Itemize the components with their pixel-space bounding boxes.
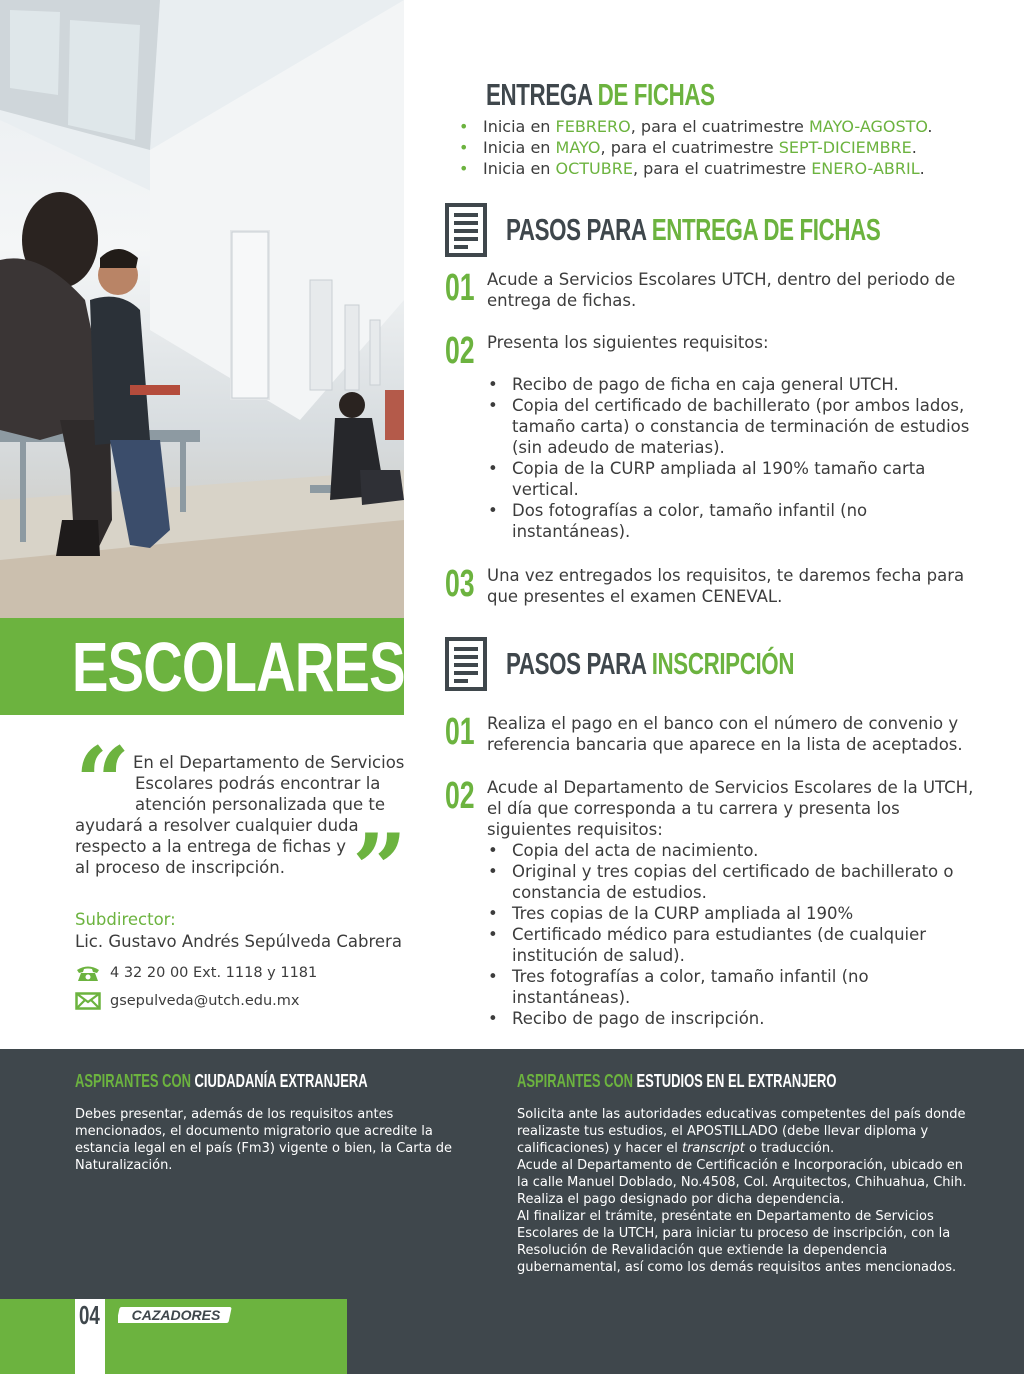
step-number: 02: [445, 330, 475, 372]
list-item: • Certificado médico para estudiantes (de cualquier institución de salud).: [487, 924, 973, 966]
step-text: Acude a Servicios Escolares UTCH, dentro del periodo de entrega de fichas.: [487, 270, 956, 310]
students-in-hallway-illustration: [0, 0, 404, 618]
envelope-icon: [75, 992, 101, 1010]
list-item: • Inicia en FEBRERO, para el cuatrimestre MAYO-AGOSTO.: [456, 116, 996, 137]
step-number: 02: [445, 775, 475, 817]
step-number: 03: [445, 563, 475, 605]
list-item: • Inicia en OCTUBRE, para el cuatrimestre ENERO-ABRIL.: [456, 158, 996, 179]
list-item: • Recibo de pago de inscripción.: [487, 1008, 973, 1029]
step-text: Realiza el pago en el banco con el número de convenio y referencia bancaria que aparece en la lista de aceptados.: [487, 714, 963, 754]
phone-icon: [75, 964, 101, 982]
pasos-inscripcion-title: PASOS PARA INSCRIPCIÓN: [506, 646, 795, 681]
quote-line: En el Departamento de Servicios: [133, 753, 405, 772]
list-item: • Tres fotografías a color, tamaño infantil (no instantáneas).: [487, 966, 973, 1008]
document-icon: [445, 637, 487, 691]
banner-title: ESCOLARES: [72, 628, 405, 706]
quote-line: ayudará a resolver cualquier duda: [75, 816, 359, 835]
brand-text: CAZADORES: [131, 1307, 221, 1323]
list-item: • Copia del certificado de bachillerato (por ambos lados, tamaño carta) o constancia de terminación de estudios (sin adeudo de materias).: [487, 395, 973, 458]
subdirector-label: Subdirector:: [75, 910, 176, 929]
quote-text: [75, 752, 405, 878]
quote-line: Escolares podrás encontrar la: [135, 774, 381, 793]
list-item: • Inicia en MAYO, para el cuatrimestre SEPT-DICIEMBRE.: [456, 137, 996, 158]
list-item: • Original y tres copias del certificado de bachillerato o constancia de estudios.: [487, 861, 973, 903]
quote-line: atención personalizada que te: [135, 795, 386, 814]
email-row: [75, 990, 299, 1012]
close-quote-icon: ”: [352, 813, 408, 926]
list-item: • Dos fotografías a color, tamaño infantil (no instantáneas).: [487, 500, 973, 542]
pasos-fichas-title: PASOS PARA ENTREGA DE FICHAS: [506, 212, 881, 247]
list-item: • Copia del acta de nacimiento.: [487, 840, 973, 861]
step-text: Una vez entregados los requisitos, te daremos fecha para que presentes el examen CENEVAL.: [487, 566, 965, 606]
cazadores-logo: [118, 1306, 234, 1324]
step-text: Presenta los siguientes requisitos:: [487, 333, 769, 352]
subdirector-name: Lic. Gustavo Andrés Sepúlveda Cabrera: [75, 932, 402, 951]
phone-number: 4 32 20 00 Ext. 1118 y 1181: [110, 965, 318, 981]
quote-line: respecto a la entrega de fichas y: [75, 837, 346, 856]
list-item: • Recibo de pago de ficha en caja general UTCH.: [487, 374, 973, 395]
step-number: 01: [445, 267, 475, 309]
list-item: • Copia de la CURP ampliada al 190% tamaño carta vertical.: [487, 458, 973, 500]
hallway-photo: [0, 0, 404, 618]
step-number: 01: [445, 711, 475, 753]
document-icon: [445, 203, 487, 257]
email-address[interactable]: gsepulveda@utch.edu.mx: [110, 993, 300, 1009]
inscripcion-requirements-list: [487, 840, 973, 1029]
quote-line: al proceso de inscripción.: [75, 858, 285, 877]
list-item: • Tres copias de la CURP ampliada al 190%: [487, 903, 973, 924]
estudios-text: Solicita ante las autoridades educativas competentes del país donde realizaste tus estudios, el APOSTILLADO (debe llevar diploma y calificaciones) y hacer el transcript o traducción. Acude al Departamento de Certificación e Incorporación, ubicado en la calle Manuel Doblado, No.4508, Col. Arquitectos, Chihuahua, Chih. Realiza el pago designado por dicha dependencia. Al finalizar el trámite, preséntate en Departamento de Servicios Escolares de la UTCH, para iniciar tu proceso de inscripción, con la Resolución de Revalidación que extiende la dependencia gubernamental, así como los demás requisitos antes mencionados.: [517, 1107, 967, 1275]
entrega-periods-list: [456, 116, 996, 179]
extranjera-title: ASPIRANTES CON CIUDADANÍA EXTRANJERA: [75, 1071, 368, 1091]
page-number: 04: [79, 1300, 100, 1330]
entrega-title: ENTREGA DE FICHAS: [486, 77, 715, 112]
step-text: Acude al Departamento de Servicios Escolares de la UTCH, el día que corresponda a tu carrera y presenta los siguientes requisitos:: [487, 778, 974, 839]
estudios-title: ASPIRANTES CON ESTUDIOS EN EL EXTRANJERO: [517, 1071, 837, 1091]
open-quote-icon: “: [75, 726, 131, 839]
phone-row: [75, 962, 317, 984]
extranjera-text: Debes presentar, además de los requisitos antes mencionados, el documento migratorio que acredite la estancia legal en el país (Fm3) vigente o bien, la Carta de Naturalización.: [75, 1107, 453, 1173]
fichas-requirements-list: [487, 374, 973, 542]
